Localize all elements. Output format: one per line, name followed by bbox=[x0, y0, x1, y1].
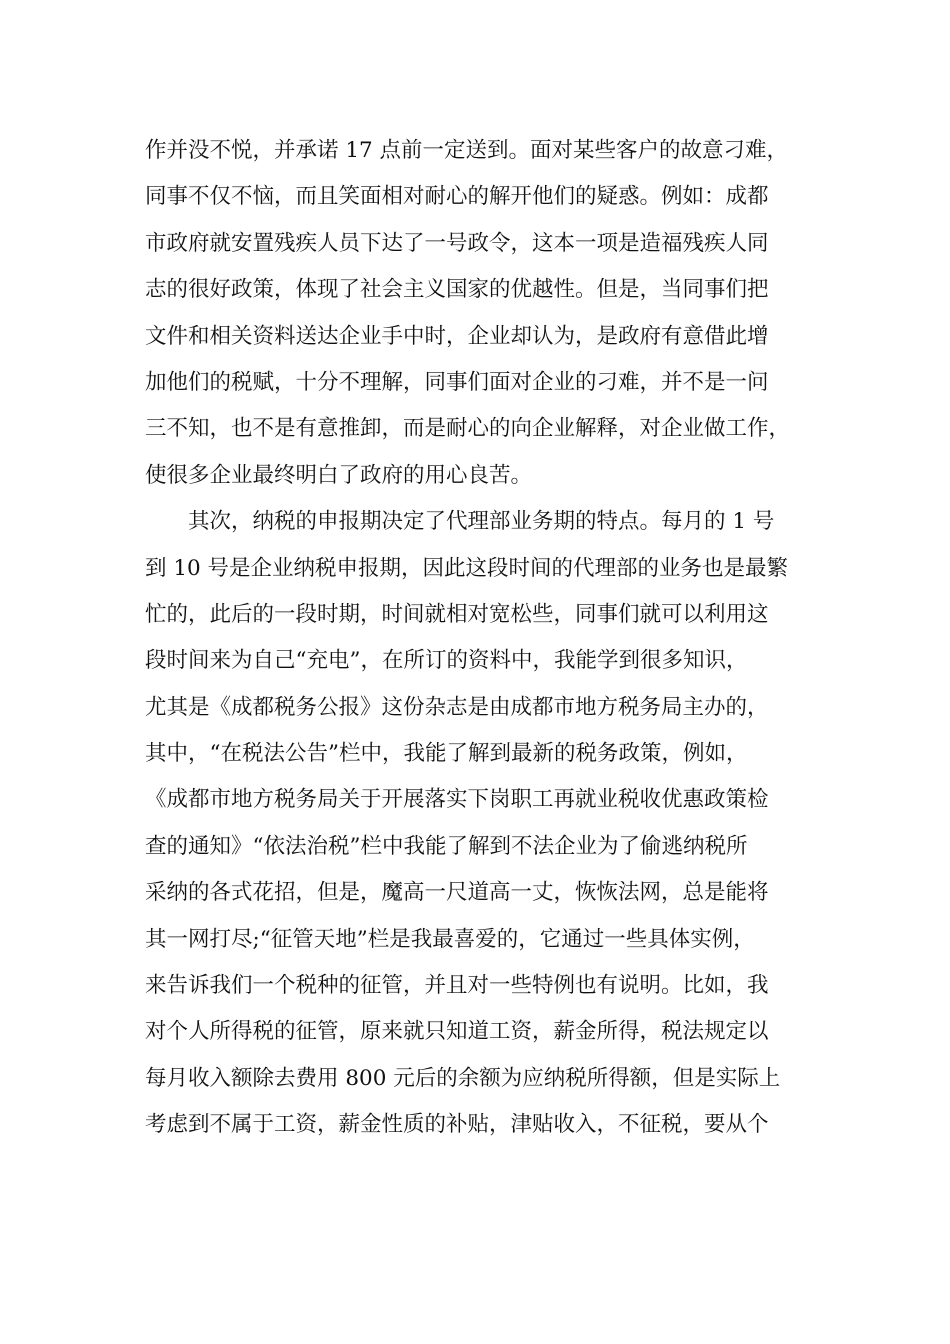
text-line: 加他们的税赋，十分不理解，同事们面对企业的刁难，并不是一问 bbox=[145, 369, 769, 395]
text-line: 忙的，此后的一段时期，时间就相对宽松些，同事们就可以利用这 bbox=[145, 601, 769, 627]
text-line: 文件和相关资料送达企业手中时，企业却认为，是政府有意借此增 bbox=[145, 323, 769, 349]
text-line: 查的通知》“依法治税”栏中我能了解到不法企业为了偷逃纳税所 bbox=[145, 833, 748, 859]
text-line: 考虑到不属于工资，薪金性质的补贴，津贴收入，不征税，要从个 bbox=[145, 1112, 769, 1138]
text-line: 每月收入额除去费用 800 元后的余额为应纳税所得额，但是实际上 bbox=[145, 1065, 781, 1091]
text-line: 其一网打尽;“征管天地”栏是我最喜爱的，它通过一些具体实例， bbox=[145, 926, 755, 952]
text-line: 志的很好政策，体现了社会主义国家的优越性。但是，当同事们把 bbox=[145, 277, 769, 303]
text-line: 尤其是《成都税务公报》这份杂志是由成都市地方税务局主办的， bbox=[145, 694, 769, 720]
text-line: 使很多企业最终明白了政府的用心良苦。 bbox=[145, 462, 533, 488]
text-line: 对个人所得税的征管，原来就只知道工资，薪金所得，税法规定以 bbox=[145, 1019, 769, 1045]
text-line: 同事不仅不恼，而且笑面相对耐心的解开他们的疑惑。例如：成都 bbox=[145, 184, 769, 210]
text-line: 来告诉我们一个税种的征管，并且对一些特例也有说明。比如，我 bbox=[145, 973, 769, 999]
paragraph-1 bbox=[145, 128, 820, 499]
text-line: 市政府就安置残疾人员下达了一号政令，这本一项是造福残疾人同 bbox=[145, 230, 769, 256]
text-line: 其次，纳税的申报期决定了代理部业务期的特点。每月的 1 号 bbox=[188, 509, 775, 535]
text-line: 到 10 号是企业纳税申报期，因此这段时间的代理部的业务也是最繁 bbox=[145, 555, 789, 581]
text-line: 《成都市地方税务局关于开展落实下岗职工再就业税收优惠政策检 bbox=[145, 787, 769, 813]
text-line: 采纳的各式花招，但是，魔高一尺道高一丈，恢恢法网，总是能将 bbox=[145, 880, 769, 906]
text-line: 其中，“在税法公告”栏中，我能了解到最新的税务政策，例如， bbox=[145, 741, 748, 767]
text-line: 作并没不悦，并承诺 17 点前一定送到。面对某些客户的故意刁难， bbox=[145, 138, 789, 163]
paragraph-2 bbox=[145, 499, 820, 1148]
text-line: 段时间来为自己“充电”，在所订的资料中，我能学到很多知识， bbox=[145, 648, 748, 674]
body-text bbox=[145, 128, 820, 1149]
text-line: 三不知，也不是有意推卸，而是耐心的向企业解释，对企业做工作， bbox=[145, 416, 791, 442]
